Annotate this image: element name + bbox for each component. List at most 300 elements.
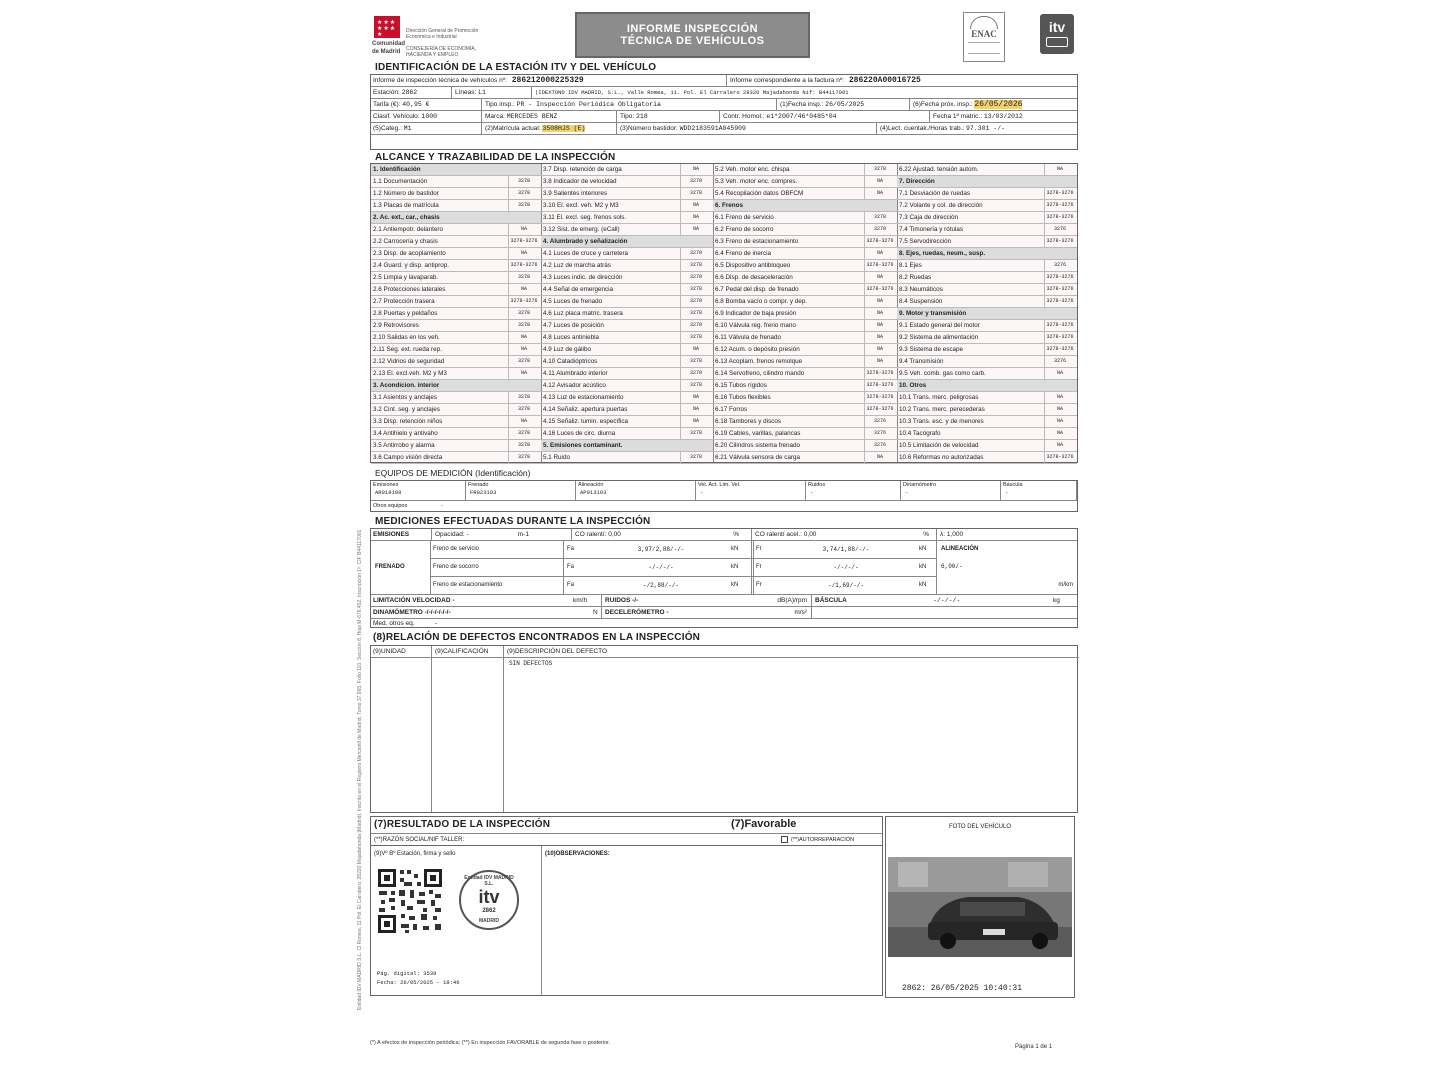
scope-item-label: 8.1 Ejes bbox=[899, 262, 922, 269]
scope-item-result: 3278-3276 bbox=[1044, 200, 1075, 211]
directorate-line2: Económica e Industrial bbox=[406, 34, 457, 40]
brand-field: Marca: MERCEDES BENZ bbox=[485, 113, 558, 120]
scope-item bbox=[713, 236, 897, 248]
scope-item-result: 3276 bbox=[1044, 356, 1075, 367]
scope-item-result: NA bbox=[1044, 392, 1075, 403]
scope-item bbox=[713, 272, 897, 284]
scope-item bbox=[541, 284, 713, 296]
report-title-line1: INFORME INSPECCIÓN bbox=[626, 23, 759, 35]
fee-field: Tarifa (€): 40,95 € bbox=[373, 101, 430, 108]
scope-item bbox=[541, 296, 713, 308]
scope-item-label: 4.5 Luces de frenado bbox=[543, 298, 603, 305]
scope-item-result: NA bbox=[680, 212, 711, 223]
scope-item bbox=[371, 248, 541, 260]
report-number: 286212000225329 bbox=[511, 76, 584, 85]
scope-item bbox=[713, 296, 897, 308]
inspection-report-page bbox=[357, 10, 1080, 1060]
next-inspection-date: 26/05/2026 bbox=[974, 100, 1023, 109]
first-registration-field: Fecha 1ª matric.: 13/03/2012 bbox=[933, 113, 1023, 120]
scope-item-label: 6.15 Tubos rígidos bbox=[715, 382, 767, 389]
scope-item bbox=[371, 164, 541, 176]
scope-item bbox=[713, 428, 897, 440]
scope-item-label: 9.5 Veh. comb. gas como carb. bbox=[899, 370, 986, 377]
scope-item bbox=[371, 332, 541, 344]
scope-item-result: 3278 bbox=[508, 440, 539, 451]
scope-item-result: 3278 bbox=[864, 212, 895, 223]
scope-item-result: 3278-3276 bbox=[1044, 284, 1075, 295]
scope-item bbox=[713, 440, 897, 452]
scope-item-result: NA bbox=[508, 248, 539, 259]
scope-item-label: 2.5 Limpia y lavaparab. bbox=[373, 274, 439, 281]
scope-item-label: 6. Frenos bbox=[715, 202, 743, 209]
vehicle-class-field: Clasif. Vehículo: 1000 bbox=[373, 113, 438, 120]
brake-fr-unit: kN bbox=[919, 582, 927, 588]
scope-item-result: NA bbox=[864, 320, 895, 331]
scope-item-label: 10.6 Reformas no autorizadas bbox=[899, 454, 984, 461]
brake-label: Freno de socorro bbox=[433, 564, 479, 570]
scope-item-result: 3278-3276 bbox=[1044, 272, 1075, 283]
scope-item bbox=[371, 296, 541, 308]
scope-item-label: 7.1 Desviación de ruedas bbox=[899, 190, 971, 197]
dynamometer-unit: N bbox=[593, 609, 598, 616]
brake-fr-unit: kN bbox=[919, 546, 927, 552]
stamp-code: 2862 bbox=[482, 908, 496, 914]
scope-item-label: 6.17 Forros bbox=[715, 406, 748, 413]
scope-item-label: 6.6 Disp. de desaceleración bbox=[715, 274, 793, 281]
scope-item-result: NA bbox=[864, 296, 895, 307]
scope-item bbox=[713, 224, 897, 236]
equipment-value: - bbox=[810, 489, 814, 496]
madrid-flag-icon: ★★★ ★★★ ★ bbox=[374, 16, 400, 38]
scope-item-label: 6.16 Tubos flexibles bbox=[715, 394, 771, 401]
brake-fr-label: Fr bbox=[756, 564, 762, 570]
scope-item-label: 3.2 Cint. seg. y anclajes bbox=[373, 406, 440, 413]
scope-item-label: 6.19 Cables, varillas, palancas bbox=[715, 430, 801, 437]
scope-item bbox=[371, 344, 541, 356]
digital-page: Pág. digital: 3539 bbox=[377, 970, 437, 977]
scope-item bbox=[897, 380, 1077, 392]
report-title-box bbox=[575, 12, 810, 58]
scope-item-result: NA bbox=[680, 404, 711, 415]
dynamometer-field: DINAMÓMETRO -/-/-/-/-/-/- bbox=[373, 609, 451, 616]
scope-item-label: 7.4 Timonería y rótulas bbox=[899, 226, 964, 233]
lines-field: Líneas: L1 bbox=[455, 89, 486, 96]
scope-item-result: 3276 bbox=[864, 440, 895, 451]
scope-item bbox=[371, 356, 541, 368]
other-measurements-label: Med. otros eq. bbox=[373, 620, 415, 627]
scope-item bbox=[371, 212, 541, 224]
scope-item-result: 3276 bbox=[1044, 260, 1075, 271]
scope-item-label: 5.1 Ruido bbox=[543, 454, 570, 461]
observations-label: (10)OBSERVACIONES: bbox=[545, 851, 610, 857]
equipment-cell bbox=[371, 481, 466, 501]
scope-item bbox=[897, 332, 1077, 344]
self-repair-checkbox bbox=[781, 836, 788, 843]
scope-item-result: 3278-3276 bbox=[508, 260, 539, 271]
equipment-table bbox=[370, 480, 1078, 512]
scope-item-result: 3278-3276 bbox=[1044, 332, 1075, 343]
scope-item-label: 4. Alumbrado y señalización bbox=[543, 238, 628, 245]
equipment-cell bbox=[696, 481, 806, 501]
scope-item-result: 3278-3276 bbox=[864, 260, 895, 271]
brake-fr-unit: kN bbox=[919, 564, 927, 570]
scope-item bbox=[371, 272, 541, 284]
scope-item-label: 8.3 Neumáticos bbox=[899, 286, 943, 293]
scope-item-result: 3278 bbox=[508, 176, 539, 187]
model-field: Tipo: 218 bbox=[620, 113, 648, 120]
scope-item-result: NA bbox=[864, 332, 895, 343]
brake-fa: 3,97/2,88/-/- bbox=[637, 546, 685, 553]
scope-item-result: 3278 bbox=[508, 392, 539, 403]
signature-date: Fecha: 26/05/2025 - 18:46 bbox=[377, 979, 460, 986]
scope-item-label: 4.12 Avisador acústico bbox=[543, 382, 606, 389]
scope-item-result: 3278 bbox=[680, 368, 711, 379]
scope-item-label: 5.2 Veh. motor enc. chispa bbox=[715, 166, 790, 173]
scope-item-label: 2.3 Disp. de acoplamiento bbox=[373, 250, 446, 257]
scope-item-result: NA bbox=[864, 176, 895, 187]
scope-item-label: 9.2 Sistema de alimentación bbox=[899, 334, 979, 341]
scope-item bbox=[541, 392, 713, 404]
station-signature-label: (9)Vº Bº Estación, firma y sello bbox=[374, 851, 456, 857]
scope-item-label: 4.4 Señal de emergencia bbox=[543, 286, 614, 293]
equipment-value: - bbox=[700, 489, 704, 496]
equipment-cell bbox=[806, 481, 901, 501]
invoice-number: 286220A00016725 bbox=[848, 76, 921, 85]
brake-label: Freno de servicio bbox=[433, 546, 480, 552]
scope-item-label: 4.1 Luces de cruce y carretera bbox=[543, 250, 629, 257]
scope-item bbox=[897, 320, 1077, 332]
scope-item-result: 3278-3276 bbox=[1044, 320, 1075, 331]
scope-item-result: 3276 bbox=[864, 416, 895, 427]
scope-item bbox=[897, 164, 1077, 176]
scope-item bbox=[713, 356, 897, 368]
scope-item-result: 3278-3276 bbox=[864, 236, 895, 247]
equipment-cell bbox=[466, 481, 576, 501]
result-block bbox=[370, 816, 883, 846]
scope-item bbox=[371, 416, 541, 428]
scope-item-label: 4.13 Luz de estacionamiento bbox=[543, 394, 624, 401]
defects-section-title: (8)RELACIÓN DE DEFECTOS ENCONTRADOS EN LA INSPECCIÓN bbox=[373, 632, 701, 643]
scope-item-result: NA bbox=[508, 284, 539, 295]
scope-item-label: 4.14 Señaliz. apertura puertas bbox=[543, 406, 628, 413]
scope-item bbox=[713, 368, 897, 380]
scope-item bbox=[541, 332, 713, 344]
scope-item bbox=[371, 428, 541, 440]
brake-fr: 3,74/1,88/-/- bbox=[822, 546, 870, 553]
scope-item bbox=[371, 308, 541, 320]
scope-item-label: 10.1 Trans. merc. peligrosas bbox=[899, 394, 979, 401]
scope-item bbox=[713, 308, 897, 320]
scope-item bbox=[541, 308, 713, 320]
scope-item-label: 9.3 Sistema de escape bbox=[899, 346, 964, 353]
scope-item-result: NA bbox=[864, 344, 895, 355]
scope-item-label: 9.4 Transmisión bbox=[899, 358, 944, 365]
scope-item-label: 8.2 Ruedas bbox=[899, 274, 932, 281]
scope-item-result: NA bbox=[680, 164, 711, 175]
scope-item-result: 3278 bbox=[680, 248, 711, 259]
footer-note: (*) A efectos de inspección periódica; (**) En inspección FAVORABLE de segunda fase o posterior. bbox=[370, 1040, 611, 1046]
scope-item-result: 3278 bbox=[680, 296, 711, 307]
scope-item-label: 6.5 Dispositivo antibloqueo bbox=[715, 262, 791, 269]
scope-item-label: 3.10 El. excl. veh. M2 y M3 bbox=[543, 202, 619, 209]
scope-column-2 bbox=[541, 164, 714, 462]
enac-label: ENAC bbox=[971, 29, 997, 39]
scope-item-result: NA bbox=[680, 224, 711, 235]
scope-item bbox=[371, 404, 541, 416]
scope-item-label: 3.5 Antirrobo y alarma bbox=[373, 442, 435, 449]
equipment-header: Frenado bbox=[468, 482, 489, 488]
scope-item bbox=[541, 356, 713, 368]
scope-item bbox=[541, 176, 713, 188]
scope-item-result: 3278-3276 bbox=[864, 392, 895, 403]
scope-item bbox=[371, 200, 541, 212]
brake-fa: -/-/-/- bbox=[648, 564, 674, 571]
scope-item-result: 3278-3276 bbox=[864, 284, 895, 295]
scope-item-label: 6.12 Acum. o depósito presión bbox=[715, 346, 800, 353]
car-icon bbox=[1046, 37, 1068, 47]
speed-unit: km/h bbox=[573, 597, 588, 604]
scope-item bbox=[371, 380, 541, 392]
scope-item bbox=[541, 164, 713, 176]
brake-fa-unit: kN bbox=[731, 546, 739, 552]
scope-item bbox=[541, 260, 713, 272]
equipment-value: AR019198 bbox=[375, 489, 402, 496]
scope-item-label: 7. Dirección bbox=[899, 178, 935, 185]
scope-item bbox=[371, 284, 541, 296]
scope-item-result: 3278-3276 bbox=[1044, 344, 1075, 355]
scope-item bbox=[541, 236, 713, 248]
scope-item-result: 3278 bbox=[508, 272, 539, 283]
brake-row bbox=[431, 541, 936, 559]
scope-item-label: 3.4 Antihielo y antivaho bbox=[373, 430, 438, 437]
decelerometer-unit: m/s² bbox=[794, 609, 807, 616]
station-company: (IDEXTONO IDV MADRID, S.L., Valle Romea, 11. Pol. El Carralero 28320 Majadahonda Nif: B44117001 bbox=[535, 89, 849, 96]
alignment-unit: m/km bbox=[1058, 582, 1073, 588]
scope-item-label: 2.7 Protección trasera bbox=[373, 298, 435, 305]
scope-item bbox=[713, 176, 897, 188]
itv-logo-label: itv bbox=[1048, 19, 1066, 35]
scope-item-result: 3278 bbox=[680, 332, 711, 343]
scope-item-result: 3278 bbox=[680, 356, 711, 367]
brake-rows bbox=[431, 541, 936, 595]
scope-item bbox=[541, 416, 713, 428]
scope-item bbox=[371, 224, 541, 236]
defects-rating-header: (9)CALIFICACIÓN bbox=[435, 648, 489, 655]
other-measurements-value: - bbox=[435, 620, 438, 627]
scope-item-result: 3278 bbox=[680, 308, 711, 319]
scope-item bbox=[541, 404, 713, 416]
scope-item bbox=[713, 212, 897, 224]
scope-item-result: NA bbox=[864, 308, 895, 319]
equipment-header: Vel. Act. Lim. Vel. bbox=[698, 482, 741, 488]
stamp-top-text: Entidad IDV MADRID S.L. bbox=[464, 875, 514, 887]
scope-item-result: 3278 bbox=[508, 188, 539, 199]
signature-block bbox=[370, 846, 883, 996]
scope-item bbox=[541, 248, 713, 260]
scope-item-result: 3278 bbox=[680, 428, 711, 439]
scope-item-label: 2.9 Retrovisores bbox=[373, 322, 419, 329]
scope-item bbox=[541, 320, 713, 332]
scope-item bbox=[897, 296, 1077, 308]
equipment-value: - bbox=[905, 489, 909, 496]
defects-description-header: (9)DESCRIPCIÓN DEL DEFECTO bbox=[507, 648, 608, 655]
scope-item bbox=[897, 344, 1077, 356]
scale-label: BÁSCULA bbox=[815, 597, 847, 604]
scope-item bbox=[897, 176, 1077, 188]
scope-item-result: 3278 bbox=[508, 452, 539, 463]
defect-entry: SIN DEFECTOS bbox=[509, 660, 553, 667]
scope-item bbox=[897, 260, 1077, 272]
scope-item-label: 7.2 Volante y col. de dirección bbox=[899, 202, 983, 209]
brake-fa-unit: kN bbox=[731, 582, 739, 588]
brake-row bbox=[431, 577, 936, 595]
equipment-cell bbox=[1001, 481, 1077, 501]
scope-item-label: 10.3 Trans. esc. y de menores bbox=[899, 418, 984, 425]
scope-item-result: 3278-3276 bbox=[508, 236, 539, 247]
self-repair-label: (**)AUTORREPARACIÓN bbox=[791, 837, 855, 843]
brake-row bbox=[431, 559, 936, 577]
plate-field: (2)Matrícula actual: 3508HJS (E) bbox=[485, 125, 586, 132]
consejeria-line2: HACIENDA Y EMPLEO bbox=[406, 52, 459, 58]
scope-item-label: 5.4 Recopilación datos OBFCM bbox=[715, 190, 804, 197]
workshop-label: (**)RAZÓN SOCIAL/NIF TALLER: bbox=[374, 837, 465, 843]
scope-item-label: 2.12 Vidrios de seguridad bbox=[373, 358, 445, 365]
scope-item-result: NA bbox=[864, 272, 895, 283]
scope-item bbox=[897, 224, 1077, 236]
scope-item-label: 6.14 Servofreno, cilindro mando bbox=[715, 370, 805, 377]
scope-item-label: 6.10 Válvula reg. freno mano bbox=[715, 322, 796, 329]
scope-item bbox=[713, 248, 897, 260]
scope-item-result: NA bbox=[1044, 428, 1075, 439]
scope-item-label: 6.22 Ajustad. tensión autom. bbox=[899, 166, 979, 173]
emissions-label: EMISIONES bbox=[373, 531, 410, 538]
scope-item bbox=[897, 236, 1077, 248]
result-section-title: (7)RESULTADO DE LA INSPECCIÓN bbox=[374, 819, 551, 830]
directorate-line1: Dirección General de Promoción bbox=[406, 28, 479, 34]
scope-item-label: 2.13 El. excl.veh. M2 y M3 bbox=[373, 370, 447, 377]
scope-item bbox=[541, 428, 713, 440]
scope-item-result: 3278 bbox=[680, 272, 711, 283]
scope-column-3 bbox=[713, 164, 898, 462]
scope-item-result: 3278 bbox=[680, 320, 711, 331]
scope-item bbox=[713, 332, 897, 344]
scope-item-result: 3278-3276 bbox=[508, 296, 539, 307]
scope-item bbox=[371, 392, 541, 404]
scale-unit: kg bbox=[1053, 597, 1060, 604]
equipment-value: FR023193 bbox=[470, 489, 497, 496]
scope-item-label: 3.9 Salientes interiores bbox=[543, 190, 608, 197]
scope-item bbox=[713, 344, 897, 356]
community-logo-block bbox=[370, 14, 510, 60]
scope-item bbox=[713, 320, 897, 332]
invoice-number-field: Informe correspondiente a la factura nº: 286220A00016725 bbox=[730, 76, 921, 85]
scope-item-label: 6.21 Válvula sensora de carga bbox=[715, 454, 801, 461]
scope-item-result: NA bbox=[680, 200, 711, 211]
scope-item-result: 3278 bbox=[680, 260, 711, 271]
scope-item-result: 3278 bbox=[508, 404, 539, 415]
noise-unit: dB(A)/rpm bbox=[777, 597, 807, 604]
scope-item bbox=[713, 452, 897, 464]
scope-item-label: 3.11 El. excl. seg. frenos sols. bbox=[543, 214, 627, 221]
brake-fr-label: Fr bbox=[756, 546, 762, 552]
scope-item-result: 3278 bbox=[680, 188, 711, 199]
scope-item-label: 9. Motor y transmisión bbox=[899, 310, 967, 317]
scope-item-label: 7.3 Caja de dirección bbox=[899, 214, 959, 221]
scope-item-result: NA bbox=[1044, 404, 1075, 415]
scope-item-result: NA bbox=[864, 356, 895, 367]
scope-item bbox=[371, 236, 541, 248]
scope-item-result: NA bbox=[864, 452, 895, 463]
homologation-field: Contr. Homol.: e1*2007/46*0485*04 bbox=[723, 113, 837, 120]
scope-item-label: 4.16 Luces de circ. diurna bbox=[543, 430, 616, 437]
scope-item bbox=[897, 428, 1077, 440]
scope-item-label: 6.7 Pedal del disp. de frenado bbox=[715, 286, 799, 293]
scope-item bbox=[897, 392, 1077, 404]
alignment-block bbox=[936, 541, 1077, 595]
scope-item-label: 1.3 Placas de matrícula bbox=[373, 202, 439, 209]
scope-item-label: 4.7 Luces de posición bbox=[543, 322, 604, 329]
scope-item-label: 6.11 Válvula de frenado bbox=[715, 334, 782, 341]
stamp-itv-text: itv bbox=[478, 887, 500, 907]
other-equipment-value: - bbox=[441, 503, 443, 509]
co-idle-field: CO ralentí: 0,00 % bbox=[575, 531, 739, 538]
scope-item-label: 6.20 Cilindros sistema frenado bbox=[715, 442, 801, 449]
scope-item bbox=[897, 308, 1077, 320]
scope-item-label: 3.3 Disp. retención niños bbox=[373, 418, 443, 425]
measurements-table bbox=[370, 528, 1078, 628]
odometer-field: (4)Lect. cuentak./Horas trab.: 97.301 -/- bbox=[880, 125, 1006, 132]
scope-item bbox=[371, 368, 541, 380]
brake-fr: -/1,69/-/- bbox=[827, 582, 864, 589]
scope-item bbox=[713, 416, 897, 428]
brake-fa-unit: kN bbox=[731, 564, 739, 570]
equipment-cell bbox=[901, 481, 1001, 501]
scope-item-result: 3276 bbox=[1044, 224, 1075, 235]
scope-item-label: 3.6 Campo visión directa bbox=[373, 454, 443, 461]
scope-item bbox=[541, 200, 713, 212]
brake-fr-label: Fr bbox=[756, 582, 762, 588]
scope-item bbox=[541, 272, 713, 284]
scope-item-label: 3.1 Asientos y anclajes bbox=[373, 394, 438, 401]
scope-item-label: 8. Ejes, ruedas, neum., susp. bbox=[899, 250, 986, 257]
scope-item-result: 3278-3276 bbox=[864, 404, 895, 415]
scope-item bbox=[371, 440, 541, 452]
noise-field: RUIDOS -/- bbox=[605, 597, 639, 604]
scope-item bbox=[897, 368, 1077, 380]
scope-column-1 bbox=[371, 164, 542, 462]
page-number: Página 1 de 1 bbox=[1015, 1044, 1053, 1050]
scope-item-result: 3278 bbox=[680, 380, 711, 391]
other-equipment-label: Otros equipos bbox=[373, 503, 408, 509]
scope-item-label: 3.8 Indicador de velocidad bbox=[543, 178, 617, 185]
scope-item-label: 1.2 Número de bastidor bbox=[373, 190, 439, 197]
scope-item-result: NA bbox=[508, 344, 539, 355]
scope-item-label: 6.13 Acoplam. frenos remolque bbox=[715, 358, 803, 365]
scope-item-result: 3278-3276 bbox=[1044, 236, 1075, 247]
brake-fa-label: Fa bbox=[567, 564, 575, 570]
scope-item bbox=[897, 416, 1077, 428]
scope-item-result: NA bbox=[680, 416, 711, 427]
scope-item-label: 8.4 Suspensión bbox=[899, 298, 943, 305]
scope-item-result: NA bbox=[680, 344, 711, 355]
scope-item-label: 4.10 Catadióptricos bbox=[543, 358, 598, 365]
scope-item bbox=[713, 164, 897, 176]
enac-logo bbox=[963, 12, 1005, 62]
scope-item-label: 5.3 Veh. motor enc. compres. bbox=[715, 178, 798, 185]
scope-item-label: 2.2 Carrocería y chasis bbox=[373, 238, 438, 245]
scope-item-result: 3278-3276 bbox=[1044, 296, 1075, 307]
scope-item bbox=[371, 452, 541, 464]
